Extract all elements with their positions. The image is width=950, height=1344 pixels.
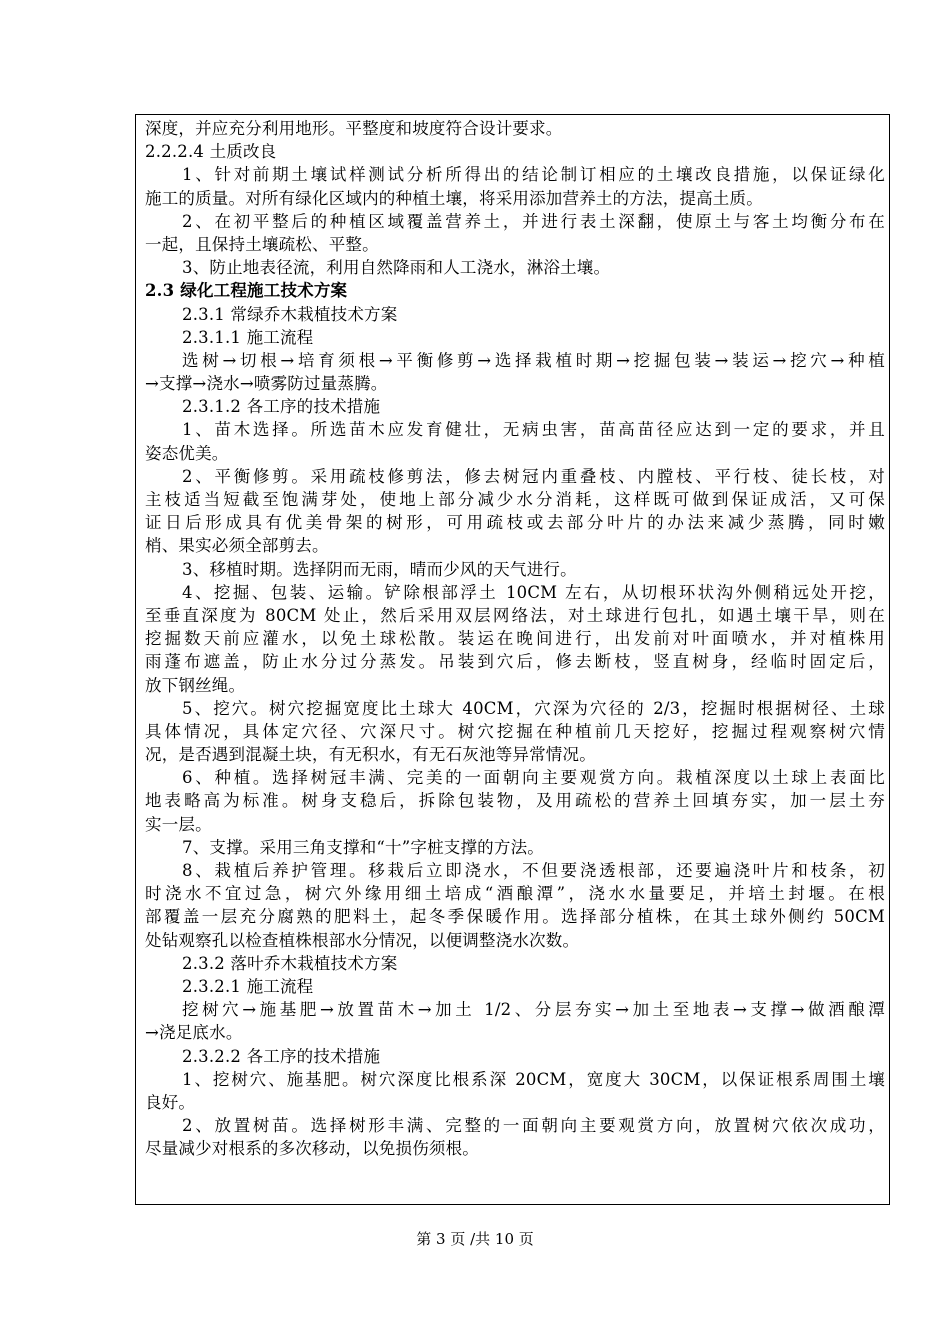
text-line: 部覆盖一层充分腐熟的肥料土，起冬季保暖作用。选择部分植株，在其土球外侧约 50CM xyxy=(145,907,885,927)
text-line: 具体情况，具体定穴径、穴深尺寸。树穴挖掘在种植前几天挖好，挖掘过程观察树穴情 xyxy=(145,721,885,741)
text-line: 1、挖树穴、施基肥。树穴深度比根系深 20CM，宽度大 30CM，以保证根系周围土壤 xyxy=(182,1069,885,1089)
document-frame xyxy=(135,114,890,1205)
text-line: 良好。 xyxy=(145,1092,196,1112)
text-line: 尽量减少对根系的多次移动，以免损伤须根。 xyxy=(145,1139,479,1159)
text-line: 放下钢丝绳。 xyxy=(145,675,246,695)
text-line: 主枝适当短截至饱满芽处，使地上部分减少水分消耗，这样既可做到保证成活，又可保 xyxy=(145,490,885,509)
text-line: 1、苗木选择。所选苗木应发育健壮，无病虫害，苗高苗径应达到一定的要求，并且 xyxy=(182,420,885,440)
text-line: 2.3.1 常绿乔木栽植技术方案 xyxy=(182,304,398,324)
text-line: 6、种植。选择树冠丰满、完美的一面朝向主要观赏方向。栽植深度以土球上表面比 xyxy=(182,768,885,788)
text-line: 1、针对前期土壤试样测试分析所得出的结论制订相应的土壤改良措施，以保证绿化 xyxy=(182,165,885,185)
text-line: 2、放置树苗。选择树形丰满、完整的一面朝向主要观赏方向，放置树穴依次成功， xyxy=(182,1116,885,1136)
text-line: 2.3.1.1 施工流程 xyxy=(182,327,314,347)
text-line: 2.3.1.2 各工序的技术措施 xyxy=(182,397,381,417)
text-line: 地表略高为标准。树身支稳后，拆除包装物，及用疏松的营养土回填夯实，加一层土夯 xyxy=(145,791,885,811)
text-line: 2.3.2.2 各工序的技术措施 xyxy=(182,1046,381,1066)
text-line: →支撑→浇水→喷雾防过量蒸腾。 xyxy=(145,374,388,394)
text-line: 2、在初平整后的种植区域覆盖营养土，并进行表土深翻，使原土与客土均衡分布在 xyxy=(182,211,885,231)
text-line: 挖树穴→施基肥→放置苗木→加土 1/2、分层夯实→加土至地表→支撑→做酒酿潭 xyxy=(182,1000,885,1020)
text-line: 况，是否遇到混凝土块，有无积水，有无石灰池等异常情况。 xyxy=(145,745,596,765)
text-line: 2.3.2 落叶乔木栽植技术方案 xyxy=(182,953,398,973)
text-line: 7、支撑。采用三角支撑和“十”字桩支撑的方法。 xyxy=(182,837,544,857)
text-line: 3、移植时期。选择阴而无雨，晴而少风的天气进行。 xyxy=(182,559,577,579)
text-line: 时浇水不宜过急，树穴外缘用细土培成“酒酿潭”，浇水水量要足，并培土封堰。在根 xyxy=(145,884,885,904)
text-line: 处钻观察孔以检查植株根部水分情况，以便调整浇水次数。 xyxy=(145,930,580,950)
text-line: 2、平衡修剪。采用疏枝修剪法，修去树冠内重叠枝、内膛枝、平行枝、徒长枝，对 xyxy=(182,466,885,486)
page-footer: 第 3 页 /共 10 页 xyxy=(416,1230,534,1248)
text-line: 2.3 绿化工程施工技术方案 xyxy=(145,281,348,301)
text-line: →浇足底水。 xyxy=(145,1023,243,1043)
text-line: 姿态优美。 xyxy=(145,443,229,463)
text-line: 挖掘数天前应灌水，以免土球松散。装运在晚间进行，出发前对叶面喷水，并对植株用 xyxy=(145,629,885,649)
text-line: 至垂直深度为 80CM 处止，然后采用双层网络法，对土球进行包扎，如遇土壤干旱，则在 xyxy=(145,605,885,625)
text-line: 3、防止地表径流，利用自然降雨和人工浇水，淋浴土壤。 xyxy=(182,258,611,278)
text-line: 2.2.2.4 土质改良 xyxy=(145,142,277,162)
text-line: 4、挖掘、包装、运输。铲除根部浮土 10CM 左右，从切根环状沟外侧稍远处开挖， xyxy=(182,582,885,602)
document-body xyxy=(145,117,885,1160)
text-line: 梢、果实必须全部剪去。 xyxy=(145,536,329,556)
text-line: 一起，且保持土壤疏松、平整。 xyxy=(145,234,379,254)
text-line: 5、挖穴。树穴挖掘宽度比土球大 40CM，穴深为穴径的 2/3，挖掘时根据树径、土球 xyxy=(182,698,885,718)
text-line: 实一层。 xyxy=(145,814,212,834)
text-line: 2.3.2.1 施工流程 xyxy=(182,976,314,996)
text-line: 深度，并应充分利用地形。平整度和坡度符合设计要求。 xyxy=(145,119,563,138)
text-line: 施工的质量。对所有绿化区域内的种植土壤，将采用添加营养土的方法，提高土质。 xyxy=(145,188,763,208)
text-line: 8、栽植后养护管理。移栽后立即浇水，不但要浇透根部，还要遍浇叶片和枝条，初 xyxy=(182,861,885,880)
text-line: 证日后形成具有优美骨架的树形，可用疏枝或去部分叶片的办法来减少蒸腾，同时嫩 xyxy=(145,513,885,533)
text-line: 选树→切根→培育须根→平衡修剪→选择栽植时期→挖掘包装→装运→挖穴→种植 xyxy=(182,350,885,370)
text-line: 雨蓬布遮盖，防止水分过分蒸发。吊装到穴后，修去断枝，竖直树身，经临时固定后， xyxy=(145,652,885,672)
